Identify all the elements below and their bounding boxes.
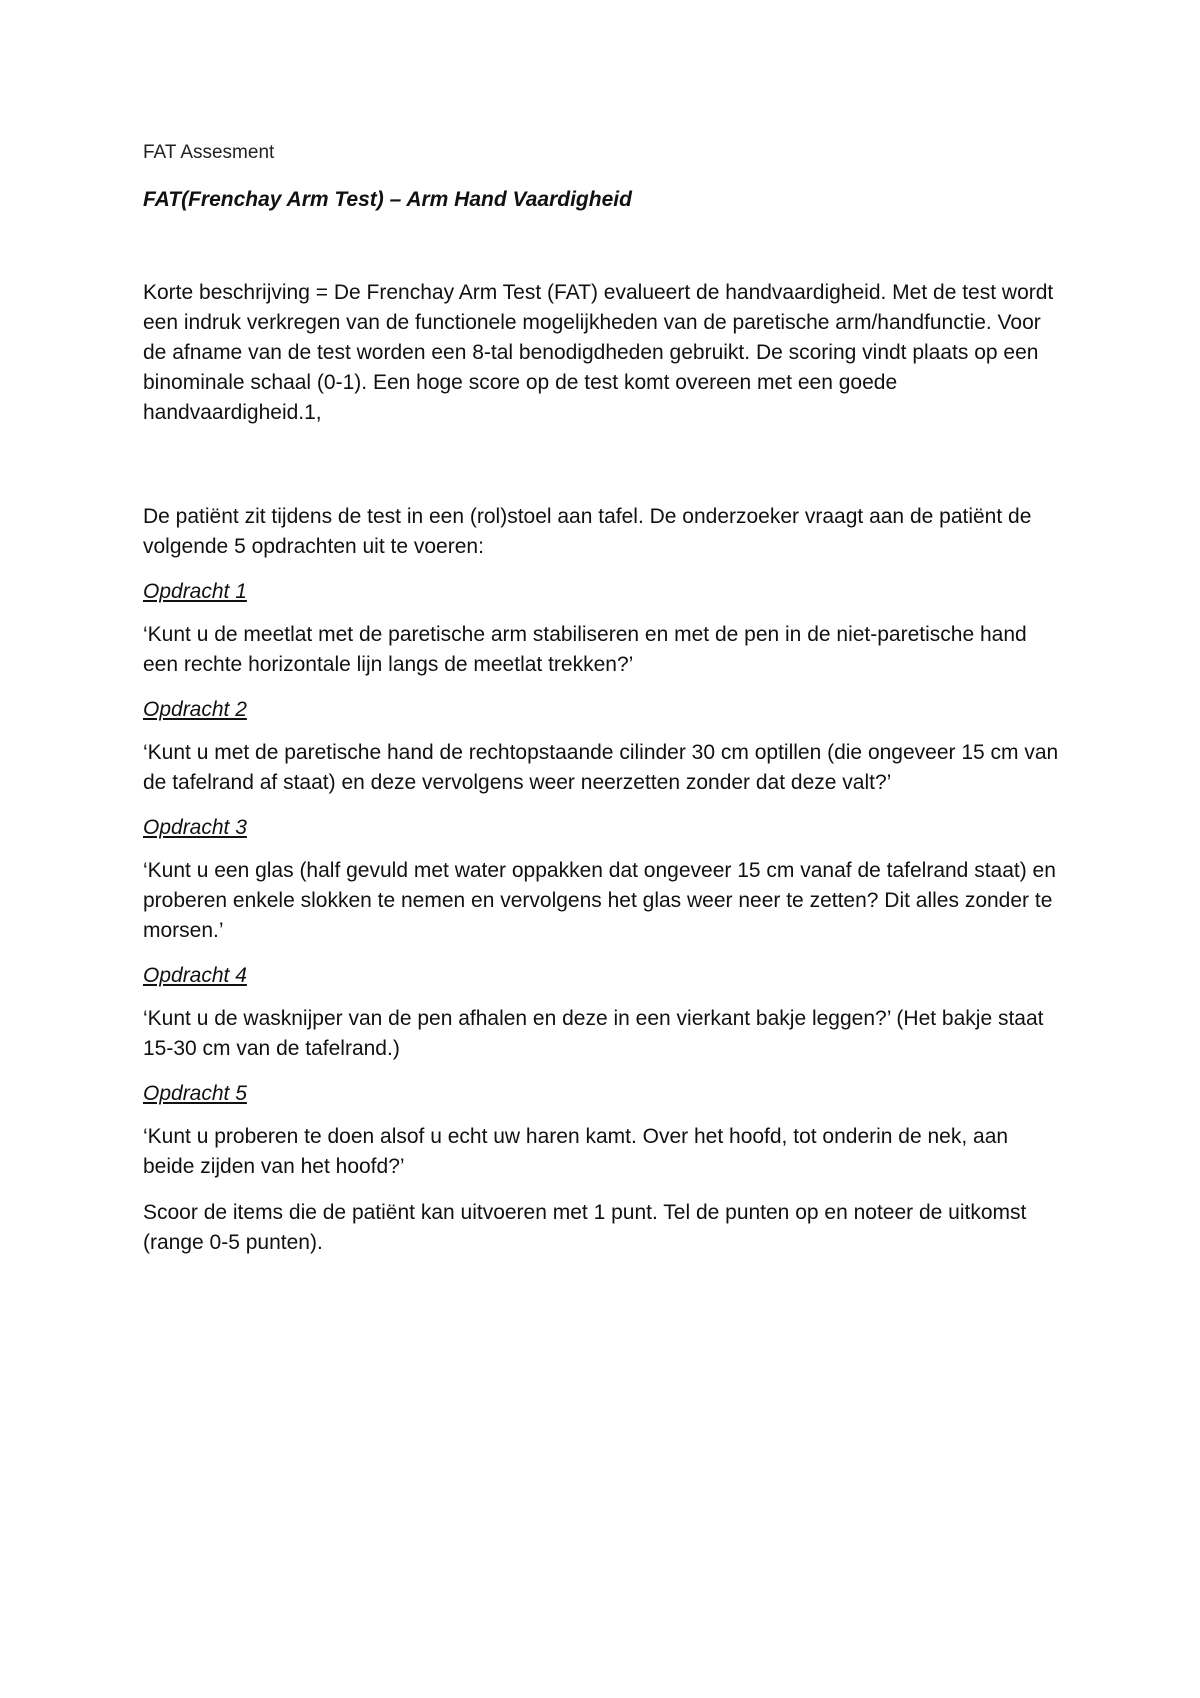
document-title: FAT(Frenchay Arm Test) – Arm Hand Vaardigheid (143, 188, 632, 211)
task-text: ‘Kunt u de wasknijper van de pen afhalen en deze in een vierkant bakje leggen?’ (Het bakje staat 15-30 cm van de tafelrand.) (143, 1007, 1044, 1060)
task-text: ‘Kunt u de meetlat met de paretische arm stabiliseren en met de pen in de niet-paretische hand een rechte horizontale lijn langs de meetlat trekken?’ (143, 623, 1027, 676)
task-4 (143, 962, 1063, 1064)
task-3 (143, 814, 1063, 946)
task-1 (143, 578, 1063, 680)
document-body (143, 140, 1063, 1258)
task-text: ‘Kunt u een glas (half gevuld met water oppakken dat ongeveer 15 cm vanaf de tafelrand staat) en proberen enkele slokken te nemen en vervolgens het glas weer neer te zetten? Dit alles zonder te morsen.’ (143, 859, 1056, 942)
task-text: ‘Kunt u proberen te doen alsof u echt uw haren kamt. Over het hoofd, tot onderin de nek, aan beide zijden van het hoofd?’ (143, 1125, 1009, 1178)
closing-paragraph: Scoor de items die de patiënt kan uitvoeren met 1 punt. Tel de punten op en noteer de uitkomst (range 0-5 punten). (143, 1201, 1027, 1254)
task-2 (143, 696, 1063, 798)
task-5 (143, 1080, 1063, 1182)
intro-paragraph: Korte beschrijving = De Frenchay Arm Test (FAT) evalueert de handvaardigheid. Met de test wordt een indruk verkregen van de functionele mogelijkheden van de paretische arm/handfunctie. Voor de afname van de test worden een 8-tal benodigdheden gebruikt. De scoring vindt plaats op een binominale schaal (0-1). Een hoge score op de test komt overeen met een goede handvaardigheid.1, (143, 281, 1054, 424)
task-heading: Opdracht 5 (143, 1082, 247, 1105)
task-heading: Opdracht 3 (143, 816, 247, 839)
task-list (143, 578, 1063, 1182)
lead-paragraph: De patiënt zit tijdens de test in een (rol)stoel aan tafel. De onderzoeker vraagt aan de patiënt de volgende 5 opdrachten uit te voeren: (143, 505, 1032, 558)
document-label: FAT Assesment (143, 142, 275, 163)
task-text: ‘Kunt u met de paretische hand de rechtopstaande cilinder 30 cm optillen (die ongeveer 15 cm van de tafelrand af staat) en deze vervolgens weer neerzetten zonder dat deze valt?’ (143, 741, 1059, 794)
task-heading: Opdracht 2 (143, 698, 247, 721)
task-heading: Opdracht 4 (143, 964, 247, 987)
task-heading: Opdracht 1 (143, 580, 247, 603)
